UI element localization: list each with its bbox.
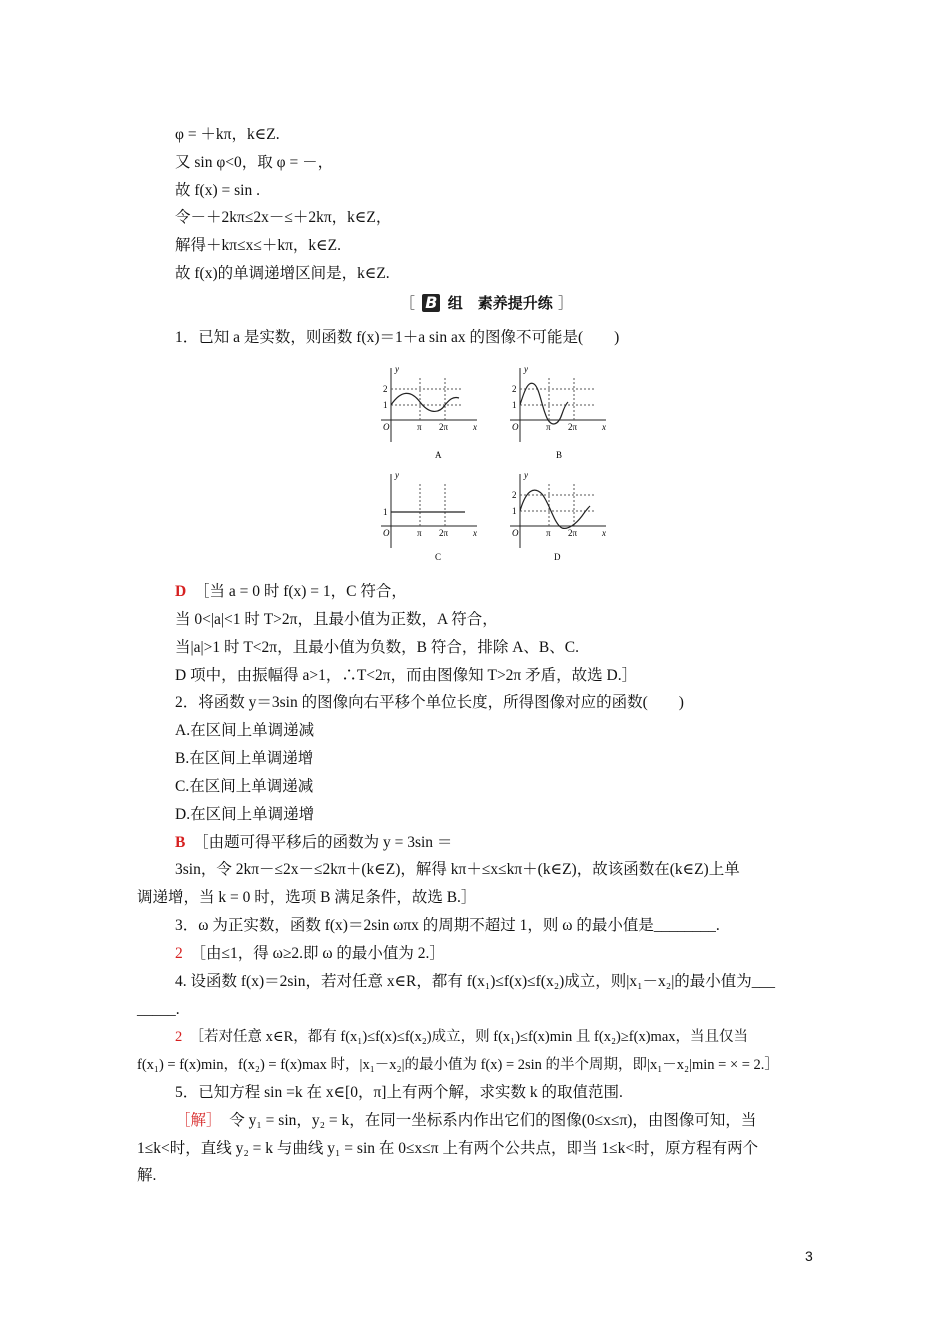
label-x: x bbox=[473, 528, 477, 538]
q5-solution-line: 解. bbox=[137, 1167, 157, 1184]
graph-label: A bbox=[435, 450, 442, 460]
q2-sol1: ［由题可得平移后的函数为 y = 3sin ＝ bbox=[193, 834, 453, 851]
text-line: 解得＋kπ≤x≤＋kπ，k∈Z. bbox=[175, 237, 341, 254]
label-2pi: 2π bbox=[439, 422, 449, 432]
label-x: x bbox=[602, 528, 606, 538]
label-o: O bbox=[383, 528, 390, 538]
label-pi: π bbox=[417, 422, 422, 432]
page-number: 3 bbox=[805, 1248, 813, 1264]
curve bbox=[391, 393, 459, 411]
q2-answer: B bbox=[175, 834, 186, 851]
q4-solution-line: f(x₁) = f(x)min，f(x₂) = f(x)max 时，|x₁－x₂|的最小值为 f(x) = 2sin 的半个周期，即|x₁－x₂|min = × = 2.］ bbox=[137, 1057, 779, 1073]
q4-solution-line bbox=[175, 1027, 748, 1047]
graph-label: D bbox=[554, 552, 561, 562]
text-line: 又 sin φ<0，取 φ = －， bbox=[175, 154, 334, 171]
label-1: 1 bbox=[512, 506, 517, 516]
label-2pi: 2π bbox=[568, 528, 578, 538]
q1-solution-line: 当 0<|a|<1 时 T>2π，且最小值为正数，A 符合， bbox=[175, 611, 498, 628]
q1-solution-line: 当|a|>1 时 T<2π，且最小值为负数，B 符合，排除 A、B、C. bbox=[175, 639, 579, 656]
label-1: 1 bbox=[512, 400, 517, 410]
q2-solution-line: 调递增，当 k = 0 时，选项 B 满足条件，故选 B.］ bbox=[137, 889, 477, 906]
q1-solution-line bbox=[175, 582, 407, 602]
q5-stem: 5．已知方程 sin =k 在 x∈[0，π]上有两个解，求实数 k 的取值范围. bbox=[175, 1084, 623, 1101]
graph-a bbox=[373, 362, 483, 462]
text-line: φ = ＋kπ，k∈Z. bbox=[175, 126, 280, 143]
q5-tag: ［解］ bbox=[175, 1112, 222, 1129]
q1-answer: D bbox=[175, 583, 187, 600]
q3-answer: 2 bbox=[175, 945, 183, 962]
label-y: y bbox=[524, 364, 528, 374]
q2-option-c: C.在区间上单调递减 bbox=[175, 778, 314, 795]
label-2pi: 2π bbox=[568, 422, 578, 432]
q4-stem: 4. 设函数 f(x)＝2sin，若对任意 x∈R，都有 f(x₁)≤f(x)≤f(x₂)成立，则|x₁－x₂|的最小值为___ bbox=[175, 973, 776, 990]
q2-solution-line: 3sin，令 2kπ－≤2x－≤2kπ＋(k∈Z)，解得 kπ＋≤x≤kπ＋(k∈Z)，故该函数在(k∈Z)上单 bbox=[175, 861, 740, 878]
label-x: x bbox=[602, 422, 606, 432]
q4-stem: _____. bbox=[137, 1001, 180, 1018]
label-pi: π bbox=[546, 422, 551, 432]
text-line: 故 f(x) = sin . bbox=[175, 182, 260, 199]
graph-label: B bbox=[556, 450, 563, 460]
label-o: O bbox=[512, 422, 519, 432]
curve bbox=[520, 490, 590, 528]
q5-solution-line: 1≤k<时，直线 y₂ = k 与曲线 y₁ = sin 在 0≤x≤π 上有两个公共点，即当 1≤k<时，原方程有两个 bbox=[137, 1140, 759, 1157]
section-title bbox=[400, 293, 573, 313]
label-2: 2 bbox=[383, 384, 388, 394]
label-x: x bbox=[473, 422, 477, 432]
q2-solution-line bbox=[175, 833, 452, 853]
graph-b bbox=[502, 362, 612, 462]
label-y: y bbox=[395, 364, 399, 374]
q1-solution-line: D 项中，由振幅得 a>1，∴T<2π，而由图像知 T>2π 矛盾，故选 D.］ bbox=[175, 667, 638, 684]
label-1: 1 bbox=[383, 400, 388, 410]
graph-c bbox=[373, 468, 483, 568]
section-title-text: 组 素养提升练 bbox=[447, 294, 553, 312]
label-2: 2 bbox=[512, 384, 517, 394]
graph-label: C bbox=[435, 552, 442, 562]
q2-option-d: D.在区间上单调递增 bbox=[175, 806, 315, 823]
q4-answer: 2 bbox=[175, 1029, 183, 1045]
q1-sol1: ［当 a = 0 时 f(x) = 1，C 符合， bbox=[193, 583, 407, 600]
section-bracket-close: ］ bbox=[557, 294, 573, 312]
section-bracket-open: ［ bbox=[400, 294, 416, 312]
q1-stem: 1．已知 a 是实数，则函数 f(x)＝1＋a sin ax 的图像不可能是( ) bbox=[175, 329, 620, 346]
label-y: y bbox=[524, 470, 528, 480]
q4-sol1: ［若对任意 x∈R，都有 f(x₁)≤f(x)≤f(x₂)成立，则 f(x₁)≤f(x)min 且 f(x₂)≥f(x)max，当且仅当 bbox=[189, 1029, 749, 1045]
q3-solution-line bbox=[175, 944, 445, 964]
text-line: 故 f(x)的单调递增区间是，k∈Z. bbox=[175, 265, 390, 282]
q5-sol1: 令 y₁ = sin，y₂ = k，在同一坐标系内作出它们的图像(0≤x≤π)，由图像可知，当 bbox=[229, 1112, 757, 1129]
label-o: O bbox=[383, 422, 390, 432]
q3-sol: ［由≤1，得 ω≥2.即 ω 的最小值为 2.］ bbox=[190, 945, 445, 962]
label-2: 2 bbox=[512, 490, 517, 500]
q2-option-a: A.在区间上单调递减 bbox=[175, 722, 315, 739]
q2-stem: 2．将函数 y＝3sin 的图像向右平移个单位长度，所得图像对应的函数( ) bbox=[175, 694, 684, 711]
label-2pi: 2π bbox=[439, 528, 449, 538]
label-o: O bbox=[512, 528, 519, 538]
label-y: y bbox=[395, 470, 399, 480]
graph-d bbox=[502, 468, 612, 568]
group-b-badge: B bbox=[422, 294, 440, 312]
q5-solution-line bbox=[175, 1111, 756, 1131]
label-pi: π bbox=[417, 528, 422, 538]
q3-stem: 3．ω 为正实数，函数 f(x)＝2sin ωπx 的周期不超过 1，则 ω 的最小值是________. bbox=[175, 917, 720, 934]
label-pi: π bbox=[546, 528, 551, 538]
label-1: 1 bbox=[383, 507, 388, 517]
q2-option-b: B.在区间上单调递增 bbox=[175, 750, 314, 767]
text-line: 令－＋2kπ≤2x－≤＋2kπ，k∈Z， bbox=[175, 209, 392, 226]
